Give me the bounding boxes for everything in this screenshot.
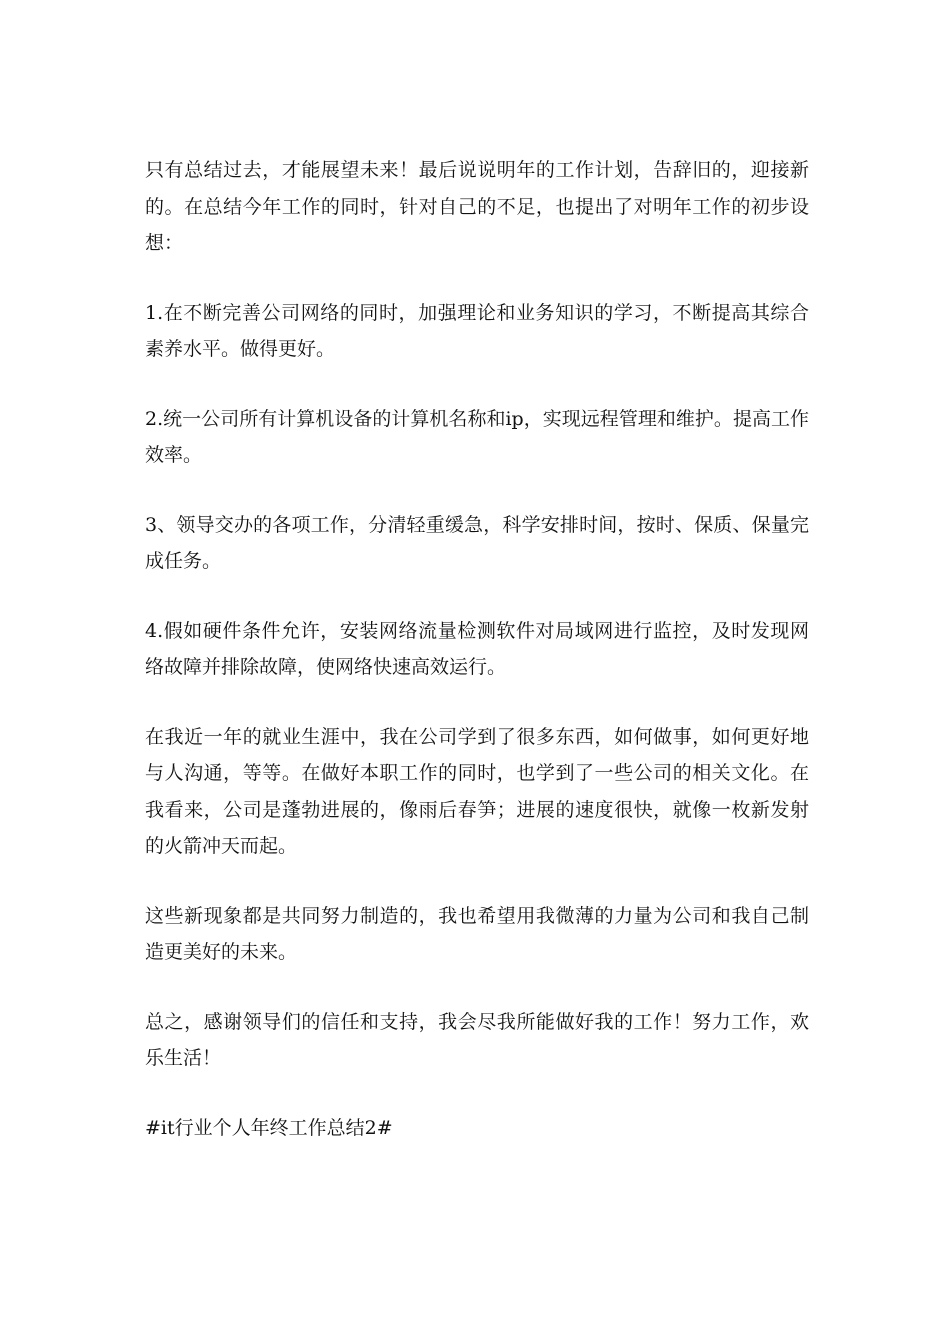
paragraph-plan-item-2: 2.统一公司所有计算机设备的计算机名称和ip，实现远程管理和维护。提高工作效率。 <box>145 407 809 466</box>
paragraph-future-hope: 这些新现象都是共同努力制造的，我也希望用我微薄的力量为公司和我自己制造更美好的未来。 <box>145 904 809 963</box>
paragraph-plan-intro: 只有总结过去，才能展望未来！最后说说明年的工作计划，告辞旧的，迎接新的。在总结今年工作的同时，针对自己的不足，也提出了对明年工作的初步设想： <box>145 159 809 254</box>
paragraph-plan-item-4: 4.假如硬件条件允许，安装网络流量检测软件对局域网进行监控，及时发现网络故障并排除故障，使网络快速高效运行。 <box>145 619 809 678</box>
section-heading: #it行业个人年终工作总结2# <box>145 1116 393 1139</box>
document-page <box>145 152 809 1179</box>
paragraph-plan-item-3: 3、领导交办的各项工作，分清轻重缓急，科学安排时间，按时、保质、保量完成任务。 <box>145 513 809 572</box>
paragraph-career-reflection: 在我近一年的就业生涯中，我在公司学到了很多东西，如何做事，如何更好地与人沟通，等等。在做好本职工作的同时，也学到了一些公司的相关文化。在我看来，公司是蓬勃进展的，像雨后春笋；进展的速度很快，就像一枚新发射的火箭冲天而起。 <box>145 725 809 857</box>
paragraph-plan-item-1: 1.在不断完善公司网络的同时，加强理论和业务知识的学习，不断提高其综合素养水平。做得更好。 <box>145 301 809 360</box>
paragraph-closing-thanks: 总之，感谢领导们的信任和支持，我会尽我所能做好我的工作！努力工作，欢乐生活！ <box>145 1010 809 1069</box>
